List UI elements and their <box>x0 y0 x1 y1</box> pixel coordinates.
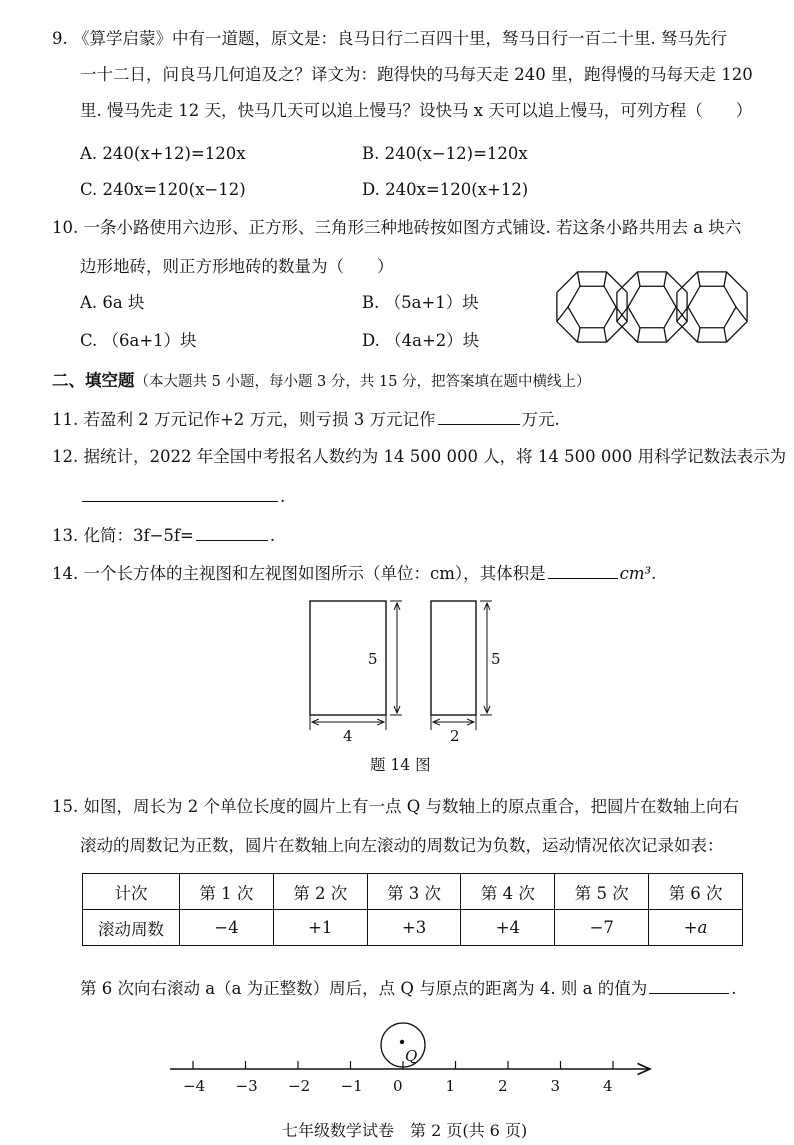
table-cell: 滚动周数 <box>83 910 180 946</box>
front-height-label: 5 <box>368 650 378 668</box>
q13-text-end: . <box>269 526 276 545</box>
q14-figure-caption: 题 14 图 <box>370 756 431 774</box>
axis-tick-label: 2 <box>498 1077 508 1095</box>
q11-text-end: 万元. <box>521 410 560 429</box>
table-cell: −4 <box>180 910 274 946</box>
q9-option-b: B. 240(x−12)=120x <box>362 144 528 163</box>
q15-line-2: 滚动的周数记为正数，圆片在数轴上向左滚动的周数记为负数，运动情况依次记录如表： <box>80 836 724 855</box>
table-cell: +a <box>649 910 743 946</box>
table-cell: +1 <box>273 910 367 946</box>
point-q-label: Q <box>405 1047 418 1065</box>
axis-tick-label: 0 <box>393 1077 403 1095</box>
q10-line-2: 边形地砖，则正方形地砖的数量为（ ） <box>80 257 394 276</box>
q15-text-end: . <box>731 979 737 998</box>
table-cell: 第 4 次 <box>461 874 555 910</box>
table-cell: 第 3 次 <box>367 874 461 910</box>
table-cell: +3 <box>367 910 461 946</box>
q9-line-3: 里. 慢马先走 12 天，快马几天可以追上慢马？设快马 x 天可以追上慢马，可列方程（ ） <box>80 101 753 120</box>
q12-text-end: . <box>280 487 286 506</box>
page-footer: 七年级数学试卷 第 2 页(共 6 页) <box>282 1121 528 1140</box>
axis-tick-label: −4 <box>183 1077 206 1095</box>
section-2-title: 二、填空题 <box>52 371 135 390</box>
side-width-label: 2 <box>450 727 460 745</box>
axis-tick-label: −3 <box>235 1077 258 1095</box>
q15-line-1: 15. 如图，周长为 2 个单位长度的圆片上有一点 Q 与数轴上的原点重合，把圆片在数轴上向右 <box>52 797 739 816</box>
q9-option-d: D. 240x=120(x+12) <box>362 180 529 199</box>
disc-center-dot <box>400 1040 404 1044</box>
table-cell: +4 <box>461 910 555 946</box>
side-height-label: 5 <box>491 650 501 668</box>
q14-text: 14. 一个长方体的主视图和左视图如图所示（单位：cm），其体积是 <box>52 564 546 583</box>
table-cell: 第 5 次 <box>555 874 649 910</box>
axis-tick-label: 1 <box>445 1077 456 1095</box>
axis-tick-label: −2 <box>288 1077 311 1095</box>
table-cell: 计次 <box>83 874 180 910</box>
q15-text: 第 6 次向右滚动 a（a 为正整数）周后，点 Q 与原点的距离为 4. 则 a 的值为 <box>80 979 648 998</box>
table-cell: 第 6 次 <box>649 874 743 910</box>
axis-tick-label: 3 <box>550 1077 561 1095</box>
q10-line-1: 10. 一条小路使用六边形、正方形、三角形三种地砖按如图方式铺设. 若这条小路共用去 a 块六 <box>52 218 742 237</box>
q10-option-d: D. （4a+2）块 <box>362 331 480 350</box>
q9-option-c: C. 240x=120(x−12) <box>80 180 246 199</box>
q9-line-1: 9. 《算学启蒙》中有一道题，原文是：良马日行二百四十里，驽马日行一百二十里. 驽马先行 <box>52 29 727 48</box>
q10-option-c: C. （6a+1）块 <box>80 331 197 350</box>
q10-option-a: A. 6a 块 <box>80 293 145 312</box>
table-cell: −7 <box>555 910 649 946</box>
axis-tick-label: 4 <box>603 1077 613 1095</box>
axis-tick-label: −1 <box>340 1077 363 1095</box>
table-cell: 第 1 次 <box>180 874 274 910</box>
front-width-label: 4 <box>343 727 353 745</box>
table-cell: 第 2 次 <box>273 874 367 910</box>
q11-text: 11. 若盈利 2 万元记作+2 万元，则亏损 3 万元记作 <box>52 410 436 429</box>
section-2-note: （本大题共 5 小题，每小题 3 分，共 15 分，把答案填在题中横线上） <box>134 374 591 390</box>
q9-option-a: A. 240(x+12)=120x <box>80 144 246 163</box>
rolling-disc <box>381 1023 425 1067</box>
q12-line-1: 12. 据统计，2022 年全国中考报名人数约为 14 500 000 人，将 14 500 000 用科学记数法表示为 <box>52 447 787 466</box>
q10-option-b: B. （5a+1）块 <box>362 293 479 312</box>
q9-line-2: 一十二日，问良马几何追及之？译文为：跑得快的马每天走 240 里，跑得慢的马每天走 120 <box>80 65 753 84</box>
q13-text: 13. 化简：3f−5f= <box>52 526 194 545</box>
q14-unit: cm³. <box>619 564 657 583</box>
